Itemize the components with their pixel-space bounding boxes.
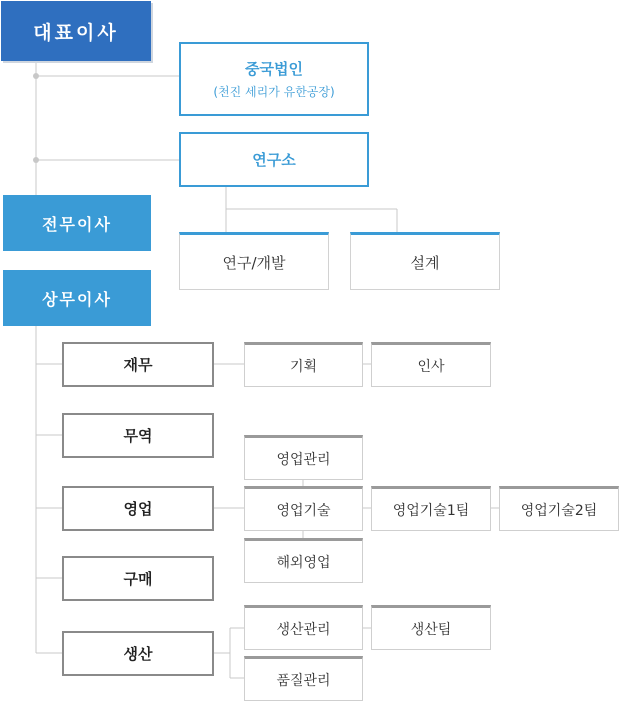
team-production-mgmt bbox=[244, 605, 363, 650]
dept-production-label: 생산 bbox=[123, 645, 153, 663]
managing-director-box bbox=[3, 270, 151, 326]
team-quality-mgmt-label: 품질관리 bbox=[276, 672, 331, 689]
team-production-mgmt-label: 생산관리 bbox=[276, 621, 331, 638]
lab-child-design-label: 설계 bbox=[410, 253, 440, 272]
team-quality-mgmt bbox=[244, 656, 363, 701]
dept-finance-label: 재무 bbox=[123, 356, 153, 374]
team-production-label: 생산팀 bbox=[410, 621, 452, 638]
team-planning bbox=[244, 342, 363, 387]
team-hr-label: 인사 bbox=[417, 358, 445, 375]
dept-purchasing bbox=[62, 556, 214, 601]
lab-label: 연구소 bbox=[252, 151, 296, 169]
team-production bbox=[371, 605, 491, 650]
dept-sales-label: 영업 bbox=[123, 500, 153, 518]
team-sales-mgmt-label: 영업관리 bbox=[276, 451, 331, 468]
team-overseas-sales-label: 해외영업 bbox=[276, 554, 331, 571]
dept-sales bbox=[62, 486, 214, 531]
dept-purchasing-label: 구매 bbox=[123, 570, 153, 588]
lab-child-rnd bbox=[179, 232, 329, 290]
team-sales-mgmt bbox=[244, 435, 363, 480]
team-sales-tech-1-label: 영업기술1팀 bbox=[392, 502, 470, 519]
dept-finance bbox=[62, 342, 214, 387]
team-sales-tech bbox=[244, 486, 363, 531]
china-branch-subtitle: (천진 세리가 유한공장) bbox=[213, 85, 335, 99]
dept-trade bbox=[62, 413, 214, 458]
lab-child-rnd-label: 연구/개발 bbox=[222, 253, 286, 272]
dept-production bbox=[62, 631, 214, 676]
team-sales-tech-1 bbox=[371, 486, 491, 531]
dept-trade-label: 무역 bbox=[123, 427, 153, 445]
lab-child-design bbox=[350, 232, 500, 290]
lab-box bbox=[179, 132, 369, 187]
china-branch-box bbox=[179, 42, 369, 116]
executive-director-box bbox=[3, 195, 151, 251]
team-overseas-sales bbox=[244, 538, 363, 583]
ceo-box bbox=[1, 1, 151, 61]
team-planning-label: 기획 bbox=[289, 358, 318, 375]
ceo-label: 대표이사 bbox=[33, 21, 119, 44]
team-sales-tech-2 bbox=[499, 486, 619, 531]
managing-director-label: 상무이사 bbox=[42, 289, 112, 309]
china-branch-title: 중국법인 bbox=[245, 60, 303, 78]
team-sales-tech-2-label: 영업기술2팀 bbox=[520, 502, 598, 519]
team-sales-tech-label: 영업기술 bbox=[276, 502, 331, 519]
executive-director-label: 전무이사 bbox=[42, 214, 112, 234]
team-hr bbox=[371, 342, 491, 387]
